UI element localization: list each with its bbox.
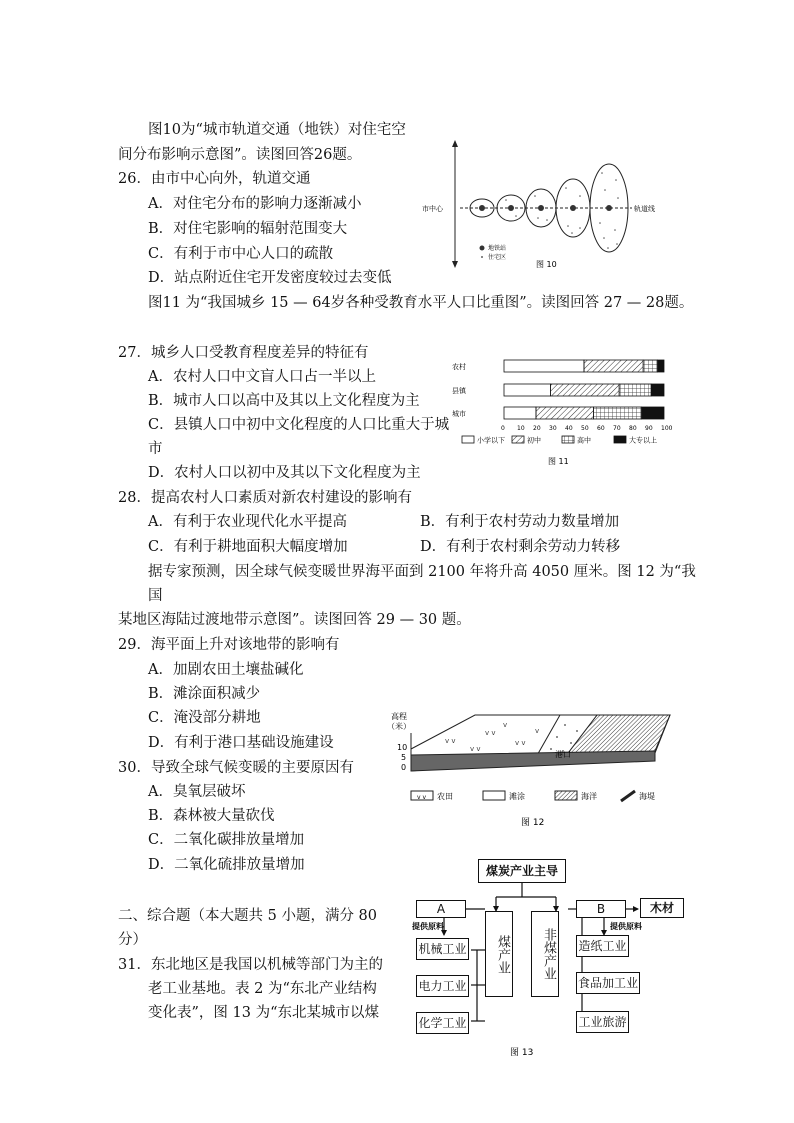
fig13-machinery: 机械工业 xyxy=(416,938,469,960)
q29-option-a[interactable]: A．加剧农田土壤盐碱化 xyxy=(148,662,304,678)
fig13-top-box: 煤炭产业主导 xyxy=(478,859,566,883)
fig13-caption: 图 13 xyxy=(510,1048,534,1058)
fig11-legend-label: 高中 xyxy=(577,436,591,445)
fig12-axis-title2: （米） xyxy=(387,722,411,731)
fig11-tick-label: 30 xyxy=(549,425,557,432)
fig11-tick-label: 70 xyxy=(613,425,621,432)
q27-option-c-line1[interactable]: C．县镇人口中初中文化程度的人口比重大于城 xyxy=(148,417,450,433)
fig13-coal-industry: 煤产业 xyxy=(485,911,513,997)
fig13-supply-right: 提供原料 xyxy=(610,922,642,931)
section2-line2: 分） xyxy=(118,932,147,948)
fig10-center-label: 市中心 xyxy=(422,205,443,213)
q26-option-c[interactable]: C．有利于市中心人口的疏散 xyxy=(148,246,334,262)
q28-option-b[interactable]: B．有利于农村劳动力数量增加 xyxy=(420,514,620,530)
fig11-row-label: 农村 xyxy=(452,363,466,371)
fig13-tourism: 工业旅游 xyxy=(576,1011,629,1033)
fig11-legend-swatch xyxy=(614,436,626,443)
fig11-legend-label: 小学以下 xyxy=(477,436,505,445)
q26-option-a[interactable]: A．对住宅分布的影响力逐渐减小 xyxy=(148,196,362,212)
fig13-box-a: A xyxy=(416,900,466,918)
fig11-tick-label: 60 xyxy=(597,425,605,432)
fig10-caption: 图 10 xyxy=(536,260,557,269)
q31-line3: 变化表”，图 13 为“东北某城市以煤 xyxy=(148,1005,379,1021)
fig11-bar-segment xyxy=(594,407,642,419)
fig13-power: 电力工业 xyxy=(416,975,469,997)
fig12-legend-dike: 海堤 xyxy=(639,792,655,801)
svg-text:v v: v v xyxy=(515,739,526,747)
figure-11-education-chart xyxy=(448,352,673,470)
fig11-bar-segment xyxy=(619,384,651,396)
q26-stem: 26．由市中心向外，轨道交通 xyxy=(118,171,311,187)
fig13-paper: 造纸工业 xyxy=(576,935,629,957)
fig11-row-label: 城市 xyxy=(452,410,466,418)
fig11-legend-swatch xyxy=(562,436,574,443)
q27-option-c-line2[interactable]: 市 xyxy=(148,441,163,457)
fig11-tick-label: 40 xyxy=(565,425,573,432)
svg-text:v: v xyxy=(535,727,540,735)
fig11-legend-swatch xyxy=(462,436,474,443)
dike-legend-icon xyxy=(621,791,635,801)
house-legend-icon xyxy=(481,256,483,258)
fig12-axis-title1: 高程 xyxy=(391,712,407,721)
fig11-bar-segment xyxy=(643,360,657,372)
fig12-port: 港口 xyxy=(555,750,571,759)
fig11-bar-segment xyxy=(658,360,664,372)
fig10-line-label: 轨道线 xyxy=(634,205,655,213)
q29-option-d[interactable]: D．有利于港口基础设施建设 xyxy=(148,735,334,751)
svg-text:v v: v v xyxy=(445,737,456,745)
fig12-caption: 图 12 xyxy=(521,818,545,828)
intro10-line2: 间分布影响示意图”。读图回答26题。 xyxy=(118,147,362,163)
fig11-tick-label: 80 xyxy=(629,425,637,432)
fig11-bar-segment xyxy=(584,360,643,372)
fig12-tick-0: 0 xyxy=(401,763,407,772)
svg-text:v v: v v xyxy=(485,729,496,737)
intro10-line1: 图10为“城市轨道交通（地铁）对住宅空 xyxy=(148,122,406,138)
q30-option-d[interactable]: D．二氧化硫排放量增加 xyxy=(148,857,305,873)
section2-line1: 二、综合题（本大题共 5 小题，满分 80 xyxy=(118,908,378,924)
q30-option-c[interactable]: C．二氧化碳排放量增加 xyxy=(148,832,305,848)
q30-stem: 30．导致全球气候变暖的主要原因有 xyxy=(118,760,354,776)
figure-10-rail-diagram xyxy=(420,138,655,273)
fig13-box-b: B xyxy=(576,900,626,918)
q28-option-d[interactable]: D．有利于农村剩余劳动力转移 xyxy=(420,539,621,555)
q29-option-b[interactable]: B．滩涂面积减少 xyxy=(148,686,261,702)
intro12-line3: 某地区海陆过渡地带示意图”。读图回答 29 — 30 题。 xyxy=(118,612,471,628)
q27-stem: 27．城乡人口受教育程度差异的特征有 xyxy=(118,345,369,361)
fig11-bar-segment xyxy=(536,407,594,419)
fig10-legend-station: 地铁站 xyxy=(488,245,507,252)
fig12-legend-tidal: 滩涂 xyxy=(509,792,525,801)
q30-option-a[interactable]: A．臭氧层破坏 xyxy=(148,784,246,800)
fig12-legend-sea: 海洋 xyxy=(581,792,597,801)
station-legend-icon xyxy=(480,246,485,251)
q31-line1: 31．东北地区是我国以机械等部门为主的 xyxy=(118,957,383,973)
fig11-caption: 图 11 xyxy=(548,457,569,466)
fig11-tick-label: 10 xyxy=(517,425,525,432)
fig11-tick-label: 100 xyxy=(661,425,673,432)
svg-text:v v: v v xyxy=(470,745,481,753)
q29-option-c[interactable]: C．淹没部分耕地 xyxy=(148,710,261,726)
fig11-bar-segment xyxy=(642,407,664,419)
q26-option-b[interactable]: B．对住宅影响的辐射范围变大 xyxy=(148,221,348,237)
svg-text:v v: v v xyxy=(417,794,427,801)
q27-option-a[interactable]: A．农村人口中文盲人口占一半以上 xyxy=(148,369,376,385)
q28-option-a[interactable]: A．有利于农业现代化水平提高 xyxy=(148,514,347,530)
fig11-tick-label: 50 xyxy=(581,425,589,432)
fig13-noncoal-industry: 非煤产业 xyxy=(531,911,559,997)
fig11-tick-label: 0 xyxy=(501,425,505,432)
q30-option-b[interactable]: B．森林被大量砍伐 xyxy=(148,808,275,824)
fig13-wood: 木材 xyxy=(640,898,684,918)
fig10-legend-house: 住宅区 xyxy=(488,254,507,261)
fig13-supply-left: 提供原料 xyxy=(412,922,444,931)
fig12-legend-farmland: 农田 xyxy=(437,792,453,801)
q28-stem: 28．提高农村人口素质对新农村建设的影响有 xyxy=(118,490,412,506)
fig11-legend-label: 初中 xyxy=(527,436,541,445)
fig12-tick-10: 10 xyxy=(397,743,408,752)
svg-text:v: v xyxy=(503,721,508,729)
fig11-tick-label: 20 xyxy=(533,425,541,432)
tidal-flat-legend-icon xyxy=(483,791,505,800)
fig11-bar-segment xyxy=(651,384,664,396)
fig11-bar-segment xyxy=(504,384,550,396)
fig11-bar-segment xyxy=(504,360,584,372)
q27-option-b[interactable]: B．城市人口以高中及其以上文化程度为主 xyxy=(148,393,420,409)
intro12-line1: 据专家预测，因全球气候变暖世界海平面到 2100 年将升高 4050 厘米。图 12 为“我 xyxy=(148,564,696,580)
q26-option-d[interactable]: D．站点附近住宅开发密度较过去变低 xyxy=(148,270,392,286)
figure-12-coastal-profile xyxy=(385,705,685,830)
fig11-tick-label: 90 xyxy=(645,425,653,432)
q29-stem: 29．海平面上升对该地带的影响有 xyxy=(118,637,340,653)
fig11-bar-segment xyxy=(504,407,536,419)
intro12-line2: 国 xyxy=(148,588,163,604)
sea-legend-icon xyxy=(555,791,577,800)
fig11-legend-label: 大专以上 xyxy=(629,436,657,445)
fig11-row-label: 县镇 xyxy=(452,387,466,395)
fig13-food: 食品加工业 xyxy=(576,972,640,994)
q28-option-c[interactable]: C．有利于耕地面积大幅度增加 xyxy=(148,539,348,555)
q27-option-d[interactable]: D．农村人口以初中及其以下文化程度为主 xyxy=(148,465,421,481)
fig12-tick-5: 5 xyxy=(401,753,407,762)
fig11-legend-swatch xyxy=(512,436,524,443)
q31-line2: 老工业基地。表 2 为“东北产业结构 xyxy=(148,981,377,997)
fig13-chemical: 化学工业 xyxy=(416,1012,469,1034)
fig11-bar-segment xyxy=(550,384,619,396)
intro11: 图11 为“我国城乡 15 — 64岁各种受教育水平人口比重图”。读图回答 27 — 28题。 xyxy=(148,295,694,311)
